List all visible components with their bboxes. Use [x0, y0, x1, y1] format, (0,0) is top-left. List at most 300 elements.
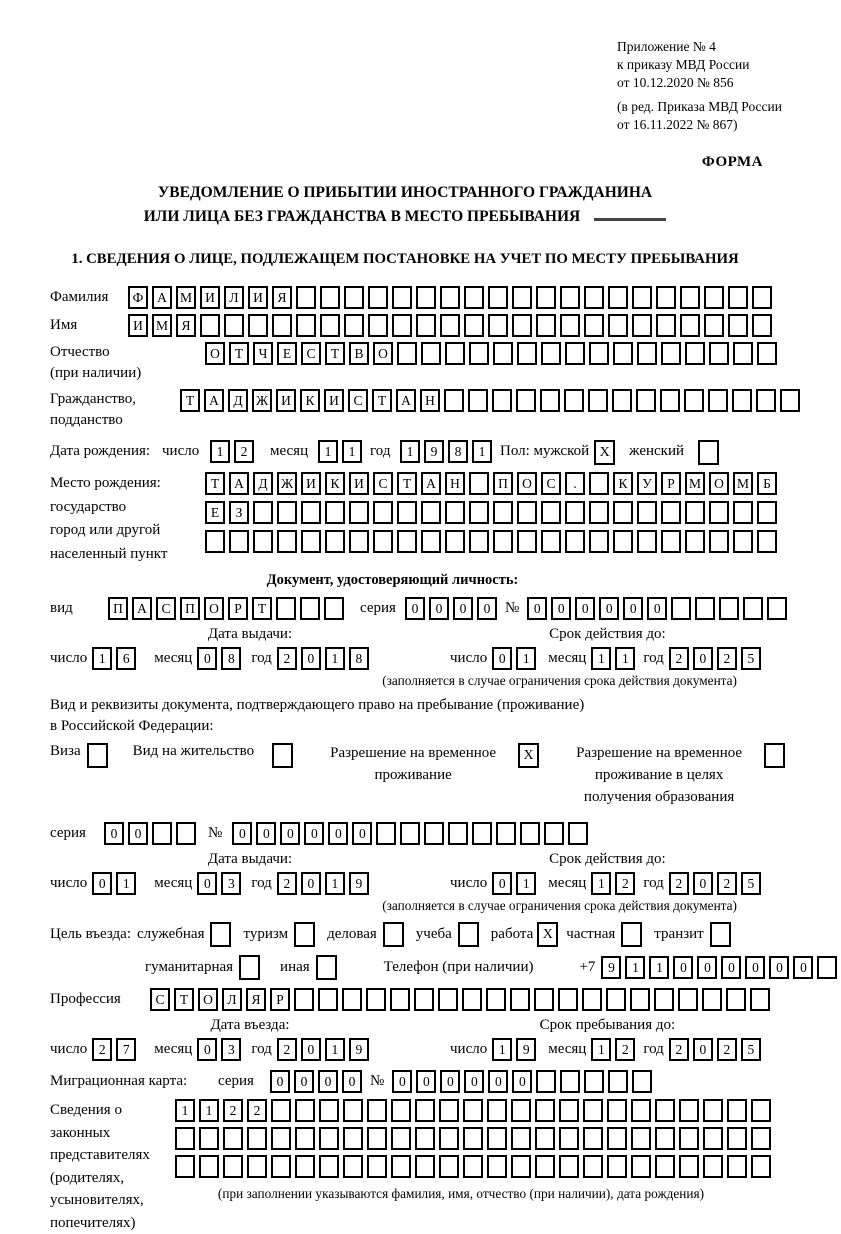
char-cell[interactable]	[535, 1155, 555, 1178]
char-cell[interactable]	[703, 1099, 723, 1122]
char-cell[interactable]: А	[204, 389, 224, 412]
char-cell[interactable]	[757, 530, 777, 553]
char-cell[interactable]: К	[325, 472, 345, 495]
char-cell[interactable]	[496, 822, 516, 845]
char-cell[interactable]: А	[421, 472, 441, 495]
char-cell[interactable]: Ф	[128, 286, 148, 309]
char-cell[interactable]	[656, 314, 676, 337]
char-cell[interactable]	[416, 314, 436, 337]
char-cell[interactable]	[439, 1155, 459, 1178]
char-cell[interactable]	[632, 1070, 652, 1093]
char-cell[interactable]: И	[324, 389, 344, 412]
char-cell[interactable]	[272, 314, 292, 337]
char-cell[interactable]	[583, 1099, 603, 1122]
char-cell[interactable]	[655, 1099, 675, 1122]
char-cell[interactable]	[415, 1099, 435, 1122]
char-cell[interactable]	[397, 501, 417, 524]
char-cell[interactable]	[199, 1127, 219, 1150]
char-cell[interactable]: 0	[647, 597, 667, 620]
char-cell[interactable]: 0	[551, 597, 571, 620]
char-cell[interactable]	[421, 530, 441, 553]
char-cell[interactable]: 1	[591, 872, 611, 895]
char-cell[interactable]	[415, 1155, 435, 1178]
char-cell[interactable]: З	[229, 501, 249, 524]
char-cell[interactable]	[318, 988, 338, 1011]
char-cell[interactable]	[152, 822, 172, 845]
char-cell[interactable]	[708, 389, 728, 412]
char-cell[interactable]: 0	[280, 822, 300, 845]
char-cell[interactable]	[535, 1099, 555, 1122]
char-cell[interactable]	[565, 530, 585, 553]
char-cell[interactable]	[661, 342, 681, 365]
char-cell[interactable]	[637, 501, 657, 524]
char-cell[interactable]	[391, 1099, 411, 1122]
char-cell[interactable]	[544, 822, 564, 845]
char-cell[interactable]	[344, 286, 364, 309]
char-cell[interactable]: А	[396, 389, 416, 412]
char-cell[interactable]: 0	[294, 1070, 314, 1093]
char-cell[interactable]	[560, 1070, 580, 1093]
char-cell[interactable]: Е	[277, 342, 297, 365]
char-cell[interactable]	[752, 314, 772, 337]
purpose-tourism-checkbox[interactable]	[294, 922, 315, 947]
char-cell[interactable]: М	[685, 472, 705, 495]
char-cell[interactable]	[582, 988, 602, 1011]
char-cell[interactable]	[588, 389, 608, 412]
char-cell[interactable]	[756, 389, 776, 412]
char-cell[interactable]	[366, 988, 386, 1011]
char-cell[interactable]	[767, 597, 787, 620]
char-cell[interactable]: 1	[615, 647, 635, 670]
char-cell[interactable]	[295, 1155, 315, 1178]
char-cell[interactable]	[517, 501, 537, 524]
char-cell[interactable]	[464, 314, 484, 337]
char-cell[interactable]: А	[152, 286, 172, 309]
char-cell[interactable]: 0	[453, 597, 473, 620]
char-cell[interactable]	[560, 314, 580, 337]
char-cell[interactable]: Ч	[253, 342, 273, 365]
char-cell[interactable]	[559, 1099, 579, 1122]
char-cell[interactable]	[558, 988, 578, 1011]
char-cell[interactable]	[727, 1099, 747, 1122]
char-cell[interactable]	[343, 1099, 363, 1122]
char-cell[interactable]: Т	[229, 342, 249, 365]
char-cell[interactable]	[541, 530, 561, 553]
char-cell[interactable]: А	[229, 472, 249, 495]
char-cell[interactable]: Р	[661, 472, 681, 495]
char-cell[interactable]	[703, 1155, 723, 1178]
char-cell[interactable]	[702, 988, 722, 1011]
char-cell[interactable]: 9	[424, 440, 444, 463]
char-cell[interactable]	[487, 1155, 507, 1178]
char-cell[interactable]: 0	[197, 1038, 217, 1061]
char-cell[interactable]	[391, 1127, 411, 1150]
char-cell[interactable]	[319, 1127, 339, 1150]
char-cell[interactable]	[349, 501, 369, 524]
char-cell[interactable]	[704, 314, 724, 337]
char-cell[interactable]: 3	[221, 872, 241, 895]
char-cell[interactable]: 1	[625, 956, 645, 979]
char-cell[interactable]: 0	[697, 956, 717, 979]
char-cell[interactable]	[472, 822, 492, 845]
char-cell[interactable]: 0	[693, 872, 713, 895]
char-cell[interactable]: 8	[349, 647, 369, 670]
char-cell[interactable]: 1	[472, 440, 492, 463]
char-cell[interactable]: Т	[252, 597, 272, 620]
char-cell[interactable]: Д	[253, 472, 273, 495]
purpose-humanitarian-checkbox[interactable]	[239, 955, 260, 980]
char-cell[interactable]	[589, 472, 609, 495]
char-cell[interactable]: 0	[575, 597, 595, 620]
char-cell[interactable]	[253, 530, 273, 553]
char-cell[interactable]	[462, 988, 482, 1011]
char-cell[interactable]	[376, 822, 396, 845]
char-cell[interactable]	[655, 1155, 675, 1178]
char-cell[interactable]	[654, 988, 674, 1011]
char-cell[interactable]	[319, 1099, 339, 1122]
char-cell[interactable]: 6	[116, 647, 136, 670]
char-cell[interactable]: 0	[477, 597, 497, 620]
char-cell[interactable]: 0	[488, 1070, 508, 1093]
char-cell[interactable]	[349, 530, 369, 553]
char-cell[interactable]	[536, 286, 556, 309]
char-cell[interactable]: 1	[649, 956, 669, 979]
char-cell[interactable]	[392, 286, 412, 309]
char-cell[interactable]: О	[517, 472, 537, 495]
char-cell[interactable]	[680, 314, 700, 337]
char-cell[interactable]	[487, 1127, 507, 1150]
char-cell[interactable]	[733, 501, 753, 524]
char-cell[interactable]: 2	[277, 647, 297, 670]
char-cell[interactable]: С	[150, 988, 170, 1011]
char-cell[interactable]	[608, 1070, 628, 1093]
char-cell[interactable]	[464, 286, 484, 309]
char-cell[interactable]	[565, 342, 585, 365]
char-cell[interactable]: 0	[270, 1070, 290, 1093]
char-cell[interactable]	[319, 1155, 339, 1178]
char-cell[interactable]	[200, 314, 220, 337]
char-cell[interactable]: 0	[745, 956, 765, 979]
char-cell[interactable]	[608, 286, 628, 309]
char-cell[interactable]	[445, 342, 465, 365]
char-cell[interactable]	[367, 1127, 387, 1150]
char-cell[interactable]: 2	[717, 647, 737, 670]
char-cell[interactable]: О	[709, 472, 729, 495]
char-cell[interactable]: Н	[445, 472, 465, 495]
char-cell[interactable]: 0	[304, 822, 324, 845]
char-cell[interactable]	[415, 1127, 435, 1150]
char-cell[interactable]	[392, 314, 412, 337]
char-cell[interactable]: 0	[92, 872, 112, 895]
char-cell[interactable]	[421, 501, 441, 524]
char-cell[interactable]	[271, 1099, 291, 1122]
char-cell[interactable]	[589, 501, 609, 524]
char-cell[interactable]	[175, 1127, 195, 1150]
char-cell[interactable]	[679, 1155, 699, 1178]
char-cell[interactable]	[486, 988, 506, 1011]
char-cell[interactable]	[709, 530, 729, 553]
char-cell[interactable]	[414, 988, 434, 1011]
char-cell[interactable]	[438, 988, 458, 1011]
char-cell[interactable]	[727, 1127, 747, 1150]
char-cell[interactable]: 0	[197, 872, 217, 895]
char-cell[interactable]	[416, 286, 436, 309]
char-cell[interactable]: 0	[301, 1038, 321, 1061]
char-cell[interactable]	[511, 1155, 531, 1178]
char-cell[interactable]: О	[204, 597, 224, 620]
char-cell[interactable]	[660, 389, 680, 412]
char-cell[interactable]	[463, 1155, 483, 1178]
char-cell[interactable]	[732, 389, 752, 412]
char-cell[interactable]: 9	[516, 1038, 536, 1061]
option-visa-checkbox[interactable]	[87, 743, 108, 768]
char-cell[interactable]	[559, 1155, 579, 1178]
char-cell[interactable]	[709, 342, 729, 365]
char-cell[interactable]	[277, 501, 297, 524]
char-cell[interactable]: 0	[512, 1070, 532, 1093]
char-cell[interactable]	[325, 530, 345, 553]
char-cell[interactable]	[439, 1099, 459, 1122]
char-cell[interactable]: С	[156, 597, 176, 620]
char-cell[interactable]: Т	[372, 389, 392, 412]
char-cell[interactable]	[276, 597, 296, 620]
char-cell[interactable]	[445, 501, 465, 524]
char-cell[interactable]	[583, 1155, 603, 1178]
char-cell[interactable]	[444, 389, 464, 412]
char-cell[interactable]: 2	[277, 872, 297, 895]
char-cell[interactable]	[247, 1155, 267, 1178]
char-cell[interactable]	[368, 286, 388, 309]
char-cell[interactable]: 0	[769, 956, 789, 979]
char-cell[interactable]: 1	[92, 647, 112, 670]
char-cell[interactable]	[469, 530, 489, 553]
char-cell[interactable]	[367, 1099, 387, 1122]
char-cell[interactable]: К	[300, 389, 320, 412]
char-cell[interactable]: Я	[176, 314, 196, 337]
char-cell[interactable]	[607, 1127, 627, 1150]
char-cell[interactable]: 5	[741, 647, 761, 670]
char-cell[interactable]: 0	[721, 956, 741, 979]
char-cell[interactable]: 0	[392, 1070, 412, 1093]
char-cell[interactable]	[391, 1155, 411, 1178]
char-cell[interactable]	[637, 342, 657, 365]
char-cell[interactable]	[397, 342, 417, 365]
char-cell[interactable]	[296, 286, 316, 309]
char-cell[interactable]: Б	[757, 472, 777, 495]
char-cell[interactable]: 0	[301, 647, 321, 670]
char-cell[interactable]: И	[301, 472, 321, 495]
char-cell[interactable]: 0	[793, 956, 813, 979]
char-cell[interactable]	[343, 1155, 363, 1178]
char-cell[interactable]	[656, 286, 676, 309]
char-cell[interactable]	[493, 530, 513, 553]
char-cell[interactable]	[301, 530, 321, 553]
char-cell[interactable]: Д	[228, 389, 248, 412]
option-temp-residence-checkbox[interactable]: X	[518, 743, 539, 768]
char-cell[interactable]	[294, 988, 314, 1011]
char-cell[interactable]: 8	[221, 647, 241, 670]
char-cell[interactable]: Е	[205, 501, 225, 524]
char-cell[interactable]: 1	[199, 1099, 219, 1122]
char-cell[interactable]: Т	[325, 342, 345, 365]
char-cell[interactable]	[373, 530, 393, 553]
char-cell[interactable]	[324, 597, 344, 620]
char-cell[interactable]	[817, 956, 837, 979]
char-cell[interactable]	[439, 1127, 459, 1150]
char-cell[interactable]	[295, 1099, 315, 1122]
char-cell[interactable]	[584, 1070, 604, 1093]
char-cell[interactable]	[367, 1155, 387, 1178]
char-cell[interactable]	[568, 822, 588, 845]
char-cell[interactable]	[637, 530, 657, 553]
char-cell[interactable]	[488, 314, 508, 337]
char-cell[interactable]: 0	[197, 647, 217, 670]
char-cell[interactable]: 8	[448, 440, 468, 463]
char-cell[interactable]	[685, 342, 705, 365]
char-cell[interactable]	[320, 286, 340, 309]
char-cell[interactable]	[685, 501, 705, 524]
char-cell[interactable]	[492, 389, 512, 412]
char-cell[interactable]: Р	[228, 597, 248, 620]
char-cell[interactable]: 5	[741, 1038, 761, 1061]
char-cell[interactable]	[541, 501, 561, 524]
char-cell[interactable]	[678, 988, 698, 1011]
char-cell[interactable]: 2	[717, 1038, 737, 1061]
char-cell[interactable]	[277, 530, 297, 553]
char-cell[interactable]: С	[348, 389, 368, 412]
char-cell[interactable]	[727, 1155, 747, 1178]
char-cell[interactable]	[205, 530, 225, 553]
char-cell[interactable]: 1	[492, 1038, 512, 1061]
char-cell[interactable]	[440, 314, 460, 337]
purpose-other-checkbox[interactable]	[316, 955, 337, 980]
purpose-private-checkbox[interactable]	[621, 922, 642, 947]
char-cell[interactable]	[607, 1155, 627, 1178]
char-cell[interactable]	[752, 286, 772, 309]
char-cell[interactable]	[511, 1099, 531, 1122]
char-cell[interactable]: Т	[180, 389, 200, 412]
char-cell[interactable]: У	[637, 472, 657, 495]
char-cell[interactable]: П	[180, 597, 200, 620]
char-cell[interactable]	[344, 314, 364, 337]
char-cell[interactable]: 2	[223, 1099, 243, 1122]
char-cell[interactable]	[301, 501, 321, 524]
char-cell[interactable]: Н	[420, 389, 440, 412]
char-cell[interactable]	[199, 1155, 219, 1178]
char-cell[interactable]	[704, 286, 724, 309]
char-cell[interactable]: 1	[116, 872, 136, 895]
char-cell[interactable]: 2	[247, 1099, 267, 1122]
char-cell[interactable]	[584, 286, 604, 309]
char-cell[interactable]: 0	[416, 1070, 436, 1093]
char-cell[interactable]: 7	[116, 1038, 136, 1061]
char-cell[interactable]: К	[613, 472, 633, 495]
char-cell[interactable]: 3	[221, 1038, 241, 1061]
char-cell[interactable]: 1	[325, 872, 345, 895]
char-cell[interactable]: 9	[349, 1038, 369, 1061]
char-cell[interactable]: С	[301, 342, 321, 365]
char-cell[interactable]	[512, 286, 532, 309]
char-cell[interactable]: 0	[464, 1070, 484, 1093]
char-cell[interactable]	[671, 597, 691, 620]
char-cell[interactable]	[607, 1099, 627, 1122]
char-cell[interactable]	[247, 1127, 267, 1150]
char-cell[interactable]: 0	[492, 647, 512, 670]
char-cell[interactable]	[343, 1127, 363, 1150]
char-cell[interactable]	[630, 988, 650, 1011]
char-cell[interactable]: 0	[232, 822, 252, 845]
char-cell[interactable]	[632, 314, 652, 337]
char-cell[interactable]	[397, 530, 417, 553]
char-cell[interactable]: С	[541, 472, 561, 495]
char-cell[interactable]: 2	[92, 1038, 112, 1061]
char-cell[interactable]	[540, 389, 560, 412]
char-cell[interactable]	[400, 822, 420, 845]
char-cell[interactable]: 0	[492, 872, 512, 895]
char-cell[interactable]	[655, 1127, 675, 1150]
char-cell[interactable]: 0	[527, 597, 547, 620]
char-cell[interactable]	[487, 1099, 507, 1122]
char-cell[interactable]: .	[565, 472, 585, 495]
purpose-study-checkbox[interactable]	[458, 922, 479, 947]
char-cell[interactable]	[695, 597, 715, 620]
char-cell[interactable]	[488, 286, 508, 309]
char-cell[interactable]: 2	[234, 440, 254, 463]
char-cell[interactable]: 1	[175, 1099, 195, 1122]
char-cell[interactable]	[632, 286, 652, 309]
char-cell[interactable]: Я	[246, 988, 266, 1011]
char-cell[interactable]	[520, 822, 540, 845]
char-cell[interactable]: Р	[270, 988, 290, 1011]
char-cell[interactable]	[390, 988, 410, 1011]
char-cell[interactable]: 1	[342, 440, 362, 463]
char-cell[interactable]: П	[108, 597, 128, 620]
char-cell[interactable]: Т	[397, 472, 417, 495]
char-cell[interactable]: С	[373, 472, 393, 495]
char-cell[interactable]: 2	[615, 1038, 635, 1061]
char-cell[interactable]: 2	[717, 872, 737, 895]
char-cell[interactable]: 2	[669, 1038, 689, 1061]
char-cell[interactable]	[534, 988, 554, 1011]
char-cell[interactable]: 1	[318, 440, 338, 463]
char-cell[interactable]	[517, 342, 537, 365]
char-cell[interactable]: Т	[174, 988, 194, 1011]
char-cell[interactable]: О	[198, 988, 218, 1011]
char-cell[interactable]: П	[493, 472, 513, 495]
char-cell[interactable]	[510, 988, 530, 1011]
char-cell[interactable]: 0	[429, 597, 449, 620]
char-cell[interactable]	[271, 1155, 291, 1178]
char-cell[interactable]	[679, 1127, 699, 1150]
char-cell[interactable]	[468, 389, 488, 412]
char-cell[interactable]	[469, 501, 489, 524]
char-cell[interactable]	[733, 342, 753, 365]
char-cell[interactable]	[685, 530, 705, 553]
char-cell[interactable]: Л	[224, 286, 244, 309]
char-cell[interactable]	[516, 389, 536, 412]
char-cell[interactable]	[751, 1099, 771, 1122]
char-cell[interactable]: 0	[673, 956, 693, 979]
char-cell[interactable]: 0	[352, 822, 372, 845]
sex-male-checkbox[interactable]: X	[594, 440, 615, 465]
char-cell[interactable]: 1	[516, 872, 536, 895]
char-cell[interactable]	[229, 530, 249, 553]
char-cell[interactable]: И	[248, 286, 268, 309]
char-cell[interactable]: 5	[741, 872, 761, 895]
char-cell[interactable]	[535, 1127, 555, 1150]
char-cell[interactable]	[743, 597, 763, 620]
char-cell[interactable]	[684, 389, 704, 412]
